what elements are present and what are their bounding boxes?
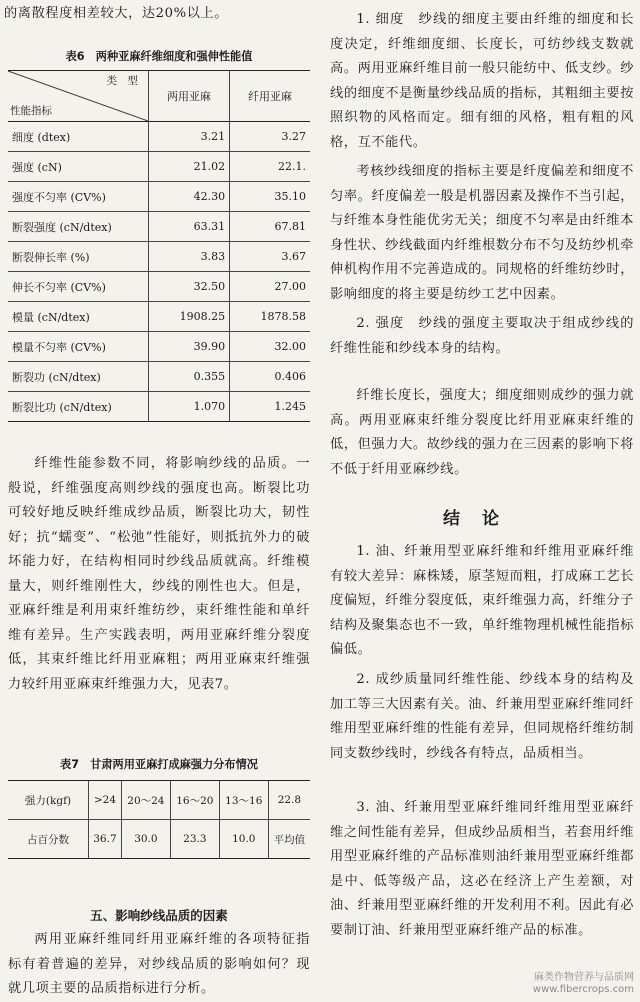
table-row (8, 820, 310, 859)
table7 (8, 780, 310, 859)
value-cell: 3.27 (230, 122, 310, 152)
row-label: 断裂功 (cN/dtex) (8, 362, 149, 392)
row-label: 伸长不匀率 (CV%) (8, 272, 149, 302)
value-cell: 32.00 (230, 332, 310, 362)
table6-col2-header: 纤用亚麻 (230, 71, 310, 122)
row-label: 强度不匀率 (CV%) (8, 182, 149, 212)
value-cell: 0.406 (230, 362, 310, 392)
paragraph-fineness-evaluation: 考核纱线细度的指标主要是纤度偏差和细度不匀率。纤度偏差一般是机器因素及操作不当引起，与纤维本身性能优劣无关；细度不匀率是由纤维本身性状、纱线截面内纤维根数分布不匀及纺纱机牵伸机构作用不完善造成的。同规格的纤维纺纱时，影响细度的将主要是纺纱工艺中因素。 (330, 164, 634, 302)
paragraph-strength-detail: 纤维长度长，强度大；细度细则成纱的强力就高。两用亚麻束纤维分裂度比纤用亚麻束纤维的低，但强力大。故纱线的强力在三因素的影响下将不低于纤用亚麻纱线。 (330, 388, 634, 477)
paragraph-fineness: 1. 细度 纱线的细度主要由纤维的细度和长度决定，纤维细度细、长度长，可纺纱线支数就高。两用亚麻纤维目前一般只能纺中、低支纱。纱线的细度不是衡量纱线品质的指标，其粗细主要按照织物的风格而定。细有细的风格，粗有粗的风格，互不能代。 (330, 12, 634, 150)
row-label: 断裂强度 (cN/dtex) (8, 212, 149, 242)
top-line: 的离散程度相差较大，达20%以上。 (4, 6, 229, 21)
value-cell: >24 (89, 781, 122, 820)
value-cell: 3.83 (149, 242, 230, 272)
table-row (8, 272, 310, 302)
table-row (8, 212, 310, 242)
table-row (8, 242, 310, 272)
value-cell: 35.10 (230, 182, 310, 212)
conclusion-title: 结论 (443, 509, 521, 529)
row-label: 断裂比功 (cN/dtex) (8, 392, 149, 422)
value-cell: 39.90 (149, 332, 230, 362)
watermark-url: www.fibercrops.com (532, 984, 634, 995)
paragraph-intro: 两用亚麻纤维同纤用亚麻纤维的各项特征指标有着普遍的差异，对纱线品质的影响如何？现就几项主要的品质指标进行分析。 (8, 932, 310, 996)
value-cell: 42.30 (149, 182, 230, 212)
value-cell: 1.245 (230, 392, 310, 422)
watermark-line1: 麻类作物营养与品质网 (534, 972, 634, 983)
table-row (8, 392, 310, 422)
paragraph-strength: 2. 强度 纱线的强度主要取决于组成纱线的纤维性能和纱线本身的结构。 (330, 316, 634, 356)
value-cell: 23.3 (170, 820, 219, 859)
value-cell: 3.21 (149, 122, 230, 152)
row-label: 细度 (dtex) (8, 122, 149, 152)
table-row (8, 122, 310, 152)
table7-caption: 表7 甘肃两用亚麻打成麻强力分布情况 (60, 758, 258, 771)
table7-row1-label: 强力(kgf) (8, 781, 89, 820)
conclusion-2: 2. 成纱质量同纤维性能、纱线本身的结构及加工等三大因素有关。油、纤兼用型亚麻纤维同纤维用型亚麻纤维的性能有差异，但同规格纤维纺制同支数纱线时，纱线各有特点，品质相当。 (330, 672, 634, 761)
value-cell: 10.0 (219, 820, 268, 859)
corner-bottom-label: 性能指标 (10, 105, 52, 117)
row-label: 断裂伸长率 (%) (8, 242, 149, 272)
table-row (8, 362, 310, 392)
value-cell: 22.8 (268, 781, 310, 820)
table-row (8, 332, 310, 362)
table-row (8, 302, 310, 332)
value-cell: 20～24 (121, 781, 170, 820)
corner-top-label: 类 型 (106, 75, 138, 87)
value-cell: 63.31 (149, 212, 230, 242)
value-cell: 3.67 (230, 242, 310, 272)
value-cell: 1.070 (149, 392, 230, 422)
row-label: 模量 (cN/dtex) (8, 302, 149, 332)
value-cell: 21.02 (149, 152, 230, 182)
watermark (533, 972, 634, 996)
table6-header-row (8, 71, 310, 122)
table6-caption: 表6 两种亚麻纤维细度和强伸性能值 (65, 50, 253, 63)
value-cell: 平均值 (268, 820, 310, 859)
value-cell: 32.50 (149, 272, 230, 302)
table7-row2-label: 占百分数 (8, 820, 89, 859)
table-row (8, 152, 310, 182)
value-cell: 67.81 (230, 212, 310, 242)
table-row (8, 781, 310, 820)
row-label: 强度 (cN) (8, 152, 149, 182)
paragraph-fiber-properties: 纤维性能参数不同，将影响纱线的品质。一般说，纤维强度高则纱线的强度也高。断裂比功可较好地反映纤维成纱品质，断裂比功大，韧性好；抗“蠕变”、“松弛”性能好，则抵抗外力的破坏能力好，在结构相同时纱线品质就高。纤维模量大，则纤维刚性大，纱线的刚性也大。但是，亚麻纤维是利用束纤维纺纱，束纤维性能和单纤维有差异。生产实践表明，两用亚麻纤维分裂度低，其束纤维比纤用亚麻粗；两用亚麻束纤维强力较纤用亚麻束纤维强力大，见表7。 (8, 456, 310, 692)
conclusion-1: 1. 油、纤兼用型亚麻纤维和纤维用亚麻纤维有较大差异：麻株矮，原茎短而粗，打成麻工艺长度偏短，纤维分裂度低，束纤维强力高，纤维分子结构及聚集态也不一致，单纤维物理机械性能指标偏低。 (330, 544, 634, 657)
row-label: 模量不匀率 (CV%) (8, 332, 149, 362)
table6 (8, 70, 310, 422)
table-row (8, 182, 310, 212)
value-cell: 30.0 (121, 820, 170, 859)
value-cell: 13～16 (219, 781, 268, 820)
table6-col1-header: 两用亚麻 (149, 71, 230, 122)
value-cell: 27.00 (230, 272, 310, 302)
section-title: 五、影响纱线品质的因素 (90, 908, 228, 923)
conclusion-3: 3. 油、纤兼用型亚麻纤维同纤维用型亚麻纤维之间性能有差异，但成纱品质相当，若套用纤维用型亚麻纤维的产品标准则油纤兼用型亚麻纤维都是中、低等级产品，这必在经济上产生差额，对油、纤兼用型亚麻纤维的开发利用不利。因此有必要制订油、纤兼用型亚麻纤维产品的标准。 (330, 800, 634, 938)
value-cell: 1878.58 (230, 302, 310, 332)
value-cell: 0.355 (149, 362, 230, 392)
value-cell: 22.1. (230, 152, 310, 182)
table6-corner-cell (8, 71, 149, 122)
value-cell: 1908.25 (149, 302, 230, 332)
value-cell: 16～20 (170, 781, 219, 820)
value-cell: 36.7 (89, 820, 122, 859)
